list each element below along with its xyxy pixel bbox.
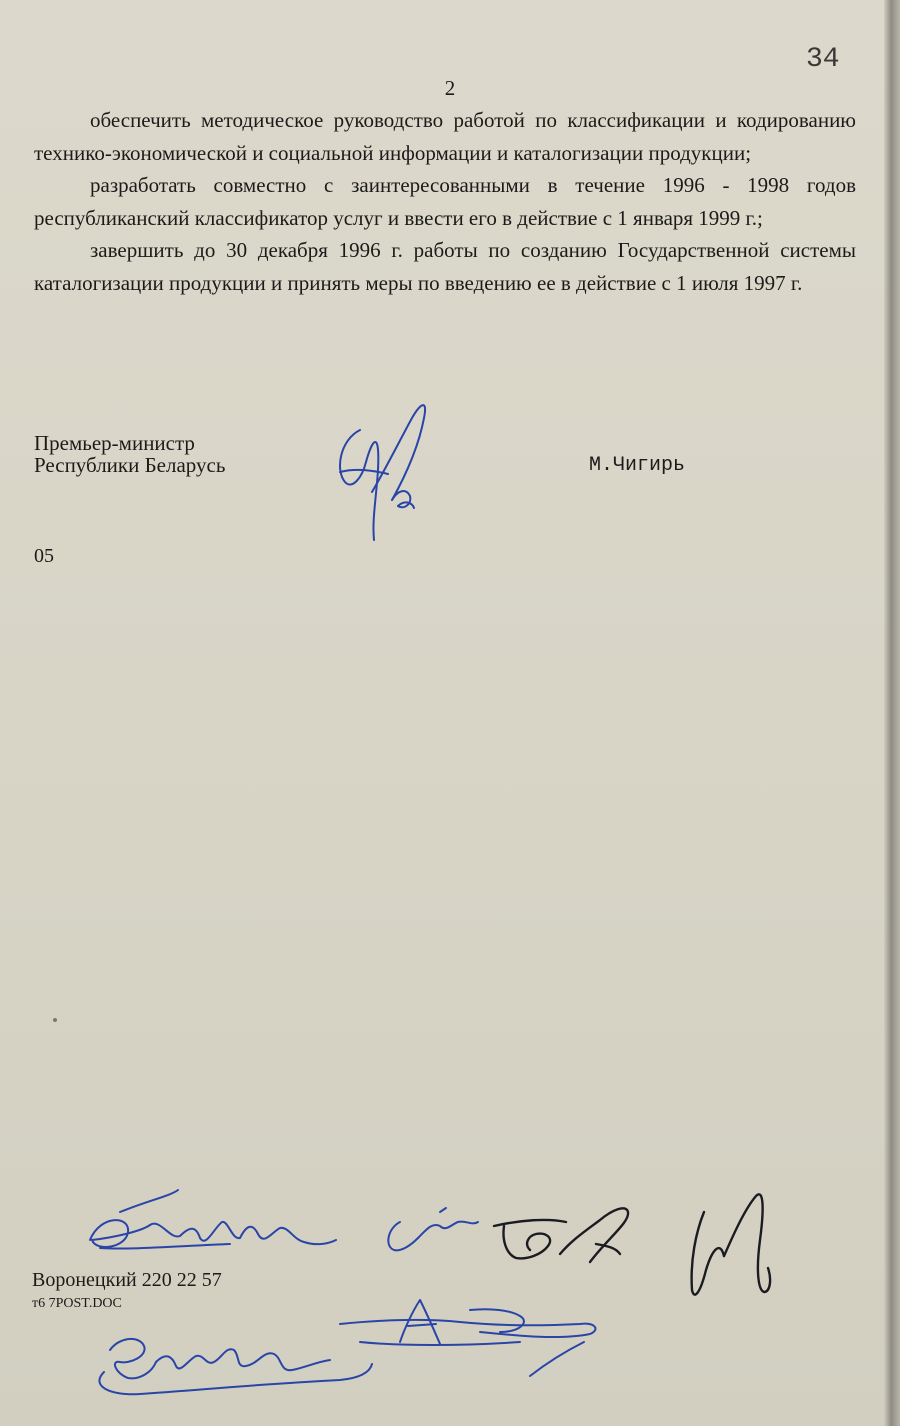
visa-signature-1 <box>90 1190 336 1249</box>
visa-signature-6 <box>99 1339 584 1394</box>
visa-signature-5 <box>340 1300 595 1345</box>
executor-line: Воронецкий 220 22 57 <box>32 1269 222 1291</box>
file-reference: т6 7POST.DOC <box>32 1296 122 1311</box>
signatory-name: М.Чигирь <box>589 454 686 477</box>
paragraph-methodical-guidance: обеспечить методическое руководство работой по классификации и кодированию технико-экономической и социальной информации и каталогизации продукции; <box>34 108 856 165</box>
document-code: 05 <box>34 545 54 567</box>
signatory-title-line1: Премьер-министр <box>34 431 195 455</box>
signatory-title-line2: Республики Беларусь <box>34 453 226 477</box>
paragraph-cataloging-system: завершить до 30 декабря 1996 г. работы по созданию Государственной системы каталогизации продукции и принять меры по введению ее в действие с 1 июля 1997 г. <box>34 238 856 295</box>
visa-signature-2 <box>388 1208 478 1250</box>
page-number: 2 <box>444 76 456 100</box>
paragraph-classifier-development: разработать совместно с заинтересованными в течение 1996 - 1998 годов республиканский классификатор услуг и ввести его в действие с 1 января 1999 г.; <box>34 173 856 230</box>
visa-signature-4 <box>692 1194 770 1294</box>
archive-sheet-number: 34 <box>806 44 840 75</box>
visa-signature-3 <box>494 1208 628 1262</box>
